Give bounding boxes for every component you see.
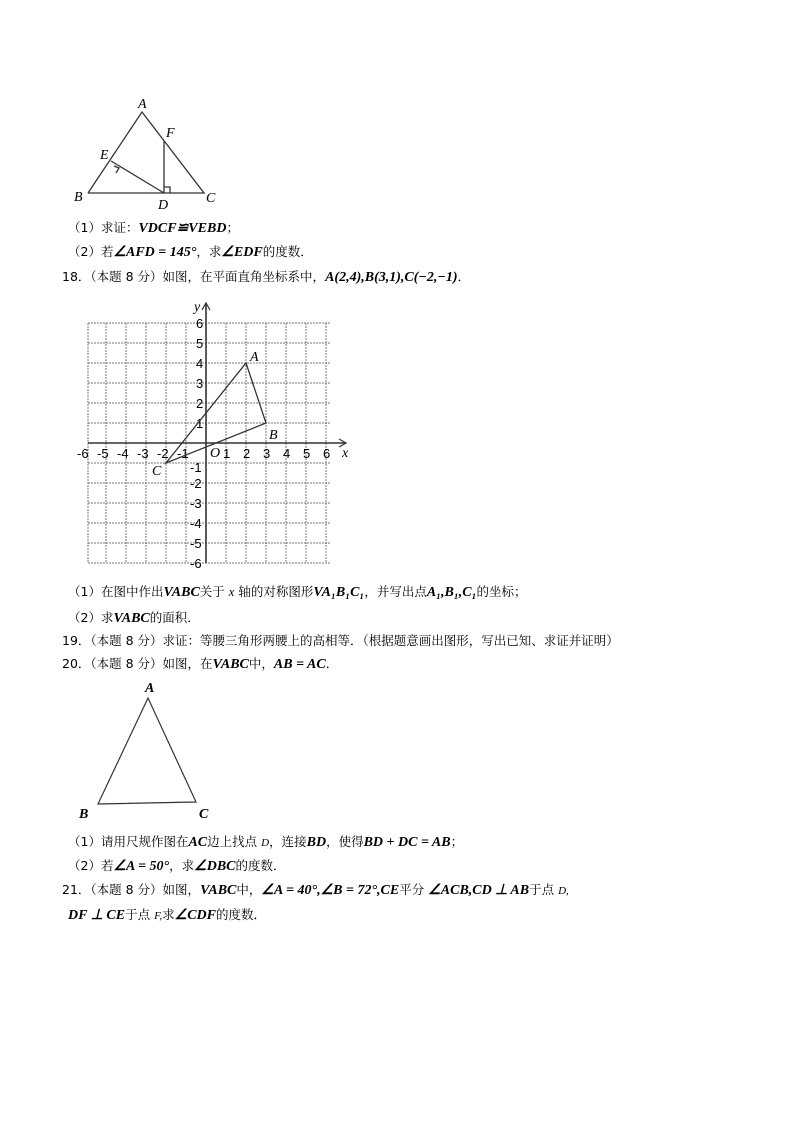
x-tick-label: -5 — [97, 446, 109, 461]
x-axis-label: x — [342, 446, 349, 461]
x-tick-label: 4 — [283, 446, 291, 461]
x-tick-label: 3 — [263, 446, 271, 461]
y-tick-label: 1 — [196, 416, 204, 431]
label-f: F — [166, 126, 175, 141]
x-tick-label: -1 — [177, 446, 189, 461]
y-tick-label: -5 — [190, 536, 202, 551]
x-tick-label: -3 — [137, 446, 149, 461]
q17-part2: （2）若∠AFD = 145°，求∠EDF的度数． — [68, 244, 313, 260]
y-axis-label: y — [194, 300, 201, 315]
point-label-a: A — [250, 350, 259, 365]
q18-part2: （2）求VABC的面积． — [68, 610, 200, 626]
x-tick-label: 6 — [323, 446, 331, 461]
q20-part2: （2）若∠A = 50°，求∠DBC的度数． — [68, 858, 286, 874]
x-tick-label: -6 — [77, 446, 89, 461]
y-tick-label: -6 — [190, 556, 202, 571]
label-b: B — [79, 807, 89, 822]
point-label-c: C — [152, 464, 162, 479]
label-b: B — [74, 190, 83, 205]
x-tick-label: 5 — [303, 446, 311, 461]
q18-stem: 18．（本题 8 分）如图，在平面直角坐标系中，A(2,4),B(3,1),C(−2,−1)． — [62, 269, 471, 285]
q19: 19．（本题 8 分）求证：等腰三角形两腰上的高相等．（根据题意画出图形，写出已知、求证并证明） — [62, 633, 619, 648]
y-tick-label: -4 — [190, 516, 202, 531]
origin-label: O — [210, 446, 221, 461]
label-e: E — [100, 148, 109, 163]
q18-part1: （1）在图中作出VABC关于 x 轴的对称图形VA₁B₁C₁，并写出点A₁,B₁,C₁的坐标； — [68, 584, 527, 600]
label-a: A — [145, 681, 155, 696]
y-tick-label: -2 — [190, 476, 202, 491]
point-label-b: B — [269, 428, 278, 443]
q17-part1: （1）求证：VDCF≌VEBD； — [68, 220, 239, 236]
x-tick-label: -4 — [117, 446, 129, 461]
y-tick-label: 6 — [196, 316, 204, 331]
label-d: D — [158, 198, 169, 213]
label-c: C — [199, 807, 209, 822]
x-tick-label: 2 — [243, 446, 251, 461]
y-tick-label: -1 — [190, 460, 202, 475]
figure-20-triangle — [75, 678, 225, 823]
y-tick-label: 5 — [196, 336, 204, 351]
x-tick-label: -2 — [157, 446, 169, 461]
q21-line1: 21．（本题 8 分）如图，VABC中，∠A = 40°,∠B = 72°,CE平分 ∠ACB,CD ⊥ AB于点 D, — [62, 882, 569, 898]
q20-part1: （1）请用尺规作图在AC边上找点 D，连接BD，使得BD + DC = AB； — [68, 834, 464, 850]
y-tick-label: -3 — [190, 496, 202, 511]
y-tick-label: 4 — [196, 356, 204, 371]
q21-line2: DF ⊥ CE于点 F,求∠CDF的度数． — [68, 907, 267, 923]
q20-stem: 20．（本题 8 分）如图，在VABC中，AB = AC． — [62, 656, 339, 672]
label-c: C — [206, 191, 216, 206]
y-tick-label: 2 — [196, 396, 204, 411]
label-a: A — [138, 97, 147, 112]
y-tick-label: 3 — [196, 376, 204, 391]
x-tick-label: 1 — [223, 446, 231, 461]
